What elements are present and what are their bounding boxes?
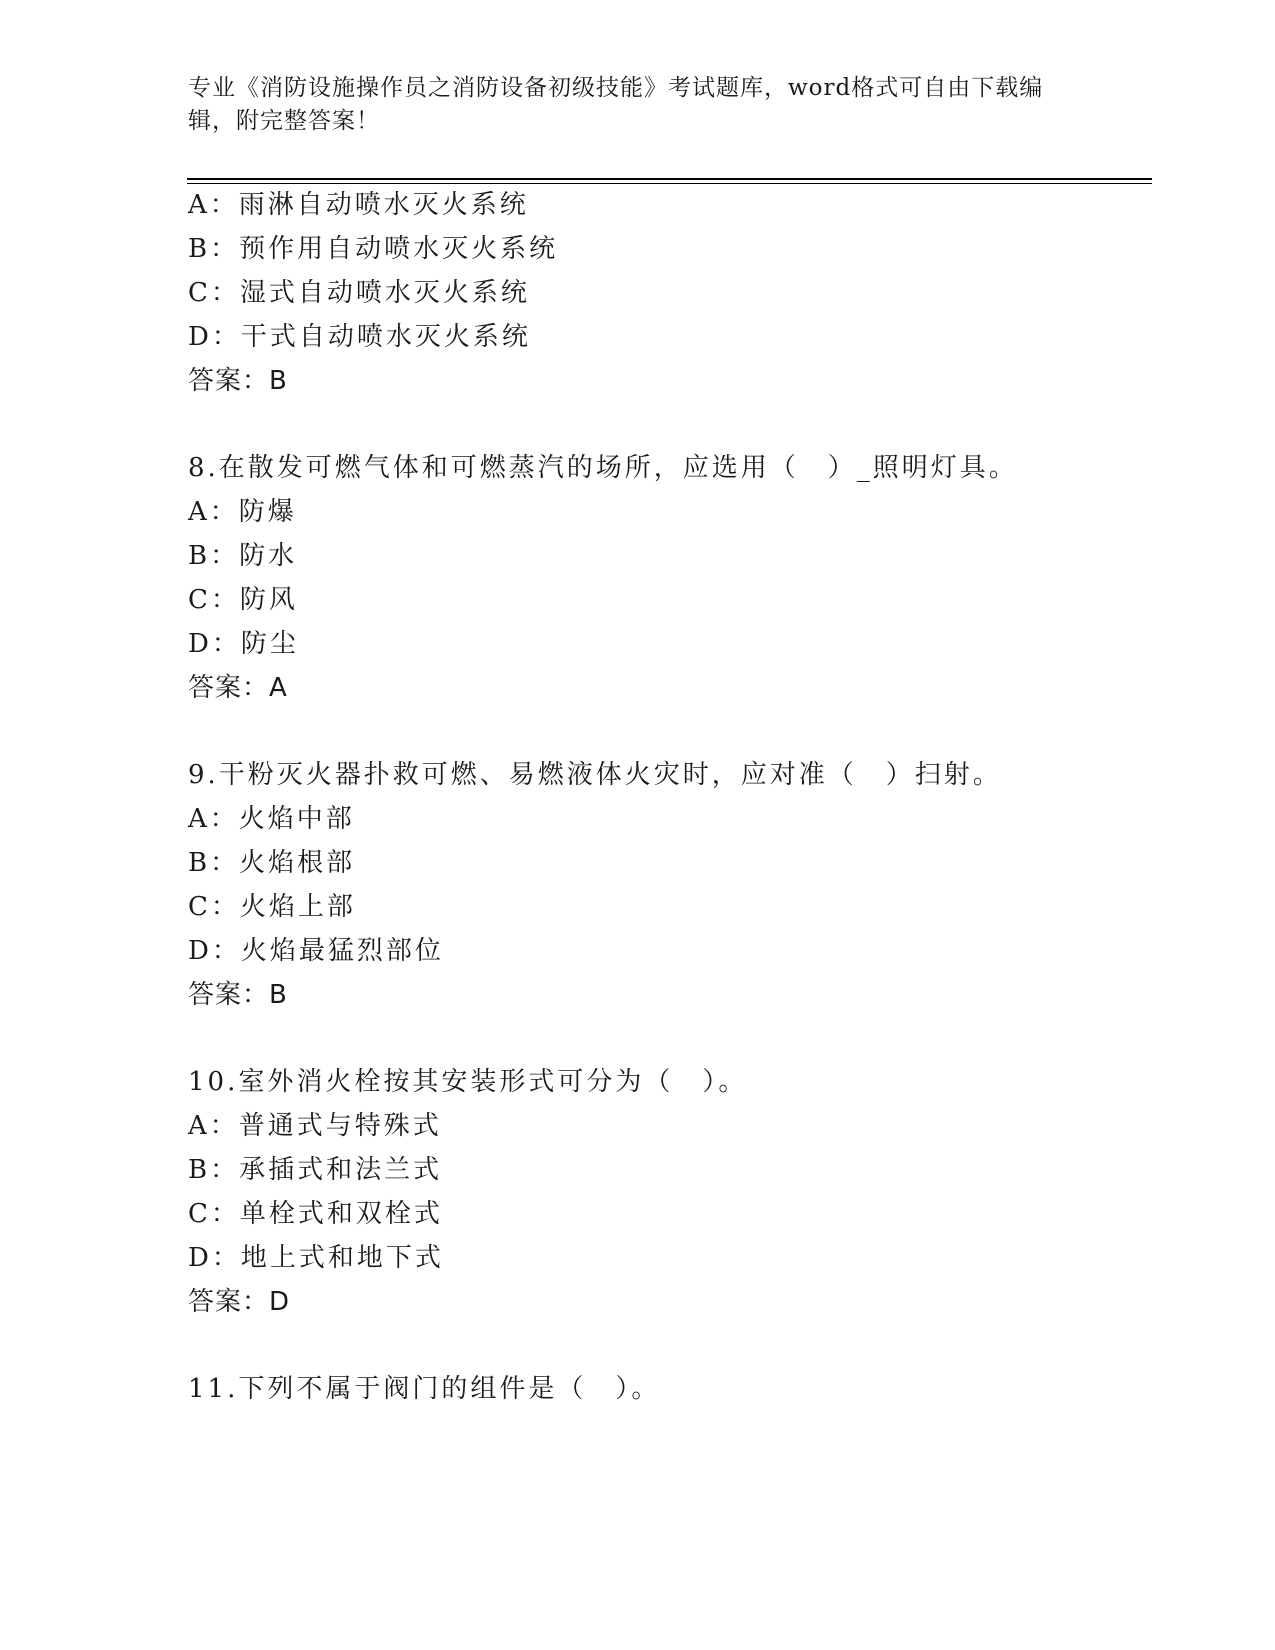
- q10-option-a: A：普通式与特殊式: [188, 1111, 442, 1141]
- q9-option-b: B：火焰根部: [188, 848, 356, 878]
- q8-option-b: B：防水: [188, 541, 298, 571]
- q10-question: 10.室外消火栓按其安装形式可分为（ ）。: [188, 1067, 748, 1097]
- q8-option-a: A：防爆: [188, 497, 297, 527]
- q9-question: 9.干粉灭火器扑救可燃、易燃液体火灾时，应对准（ ）扫射。: [188, 760, 1002, 790]
- q8-answer: 答案：A: [188, 673, 288, 703]
- q7-option-d: D：干式自动喷水灭火系统: [188, 322, 531, 352]
- q11-question: 11.下列不属于阀门的组件是（ ）。: [188, 1374, 661, 1404]
- q8-option-c: C：防风: [188, 585, 298, 615]
- q9-option-d: D：火焰最猛烈部位: [188, 936, 444, 966]
- q8-question: 8.在散发可燃气体和可燃蒸汽的场所，应选用（ ）_照明灯具。: [188, 453, 1018, 483]
- q9-option-c: C：火焰上部: [188, 892, 356, 922]
- q7-option-c: C：湿式自动喷水灭火系统: [188, 278, 530, 308]
- q8-option-d: D：防尘: [188, 629, 299, 659]
- q7-option-a: A：雨淋自动喷水灭火系统: [188, 190, 529, 220]
- header-rule-thick: [187, 178, 1152, 180]
- q10-answer: 答案：D: [188, 1287, 291, 1317]
- q9-option-a: A：火焰中部: [188, 804, 355, 834]
- q10-option-b: B：承插式和法兰式: [188, 1155, 443, 1185]
- header-rule-thin: [187, 183, 1152, 184]
- document-header: 专业《消防设施操作员之消防设备初级技能》考试题库，word格式可自由下载编辑，附完整答案！: [188, 75, 1044, 134]
- q10-option-c: C：单栓式和双栓式: [188, 1199, 443, 1229]
- q10-option-d: D：地上式和地下式: [188, 1243, 444, 1273]
- q7-option-b: B：预作用自动喷水灭火系统: [188, 234, 559, 264]
- q7-answer: 答案：B: [188, 366, 288, 396]
- q9-answer: 答案：B: [188, 980, 288, 1010]
